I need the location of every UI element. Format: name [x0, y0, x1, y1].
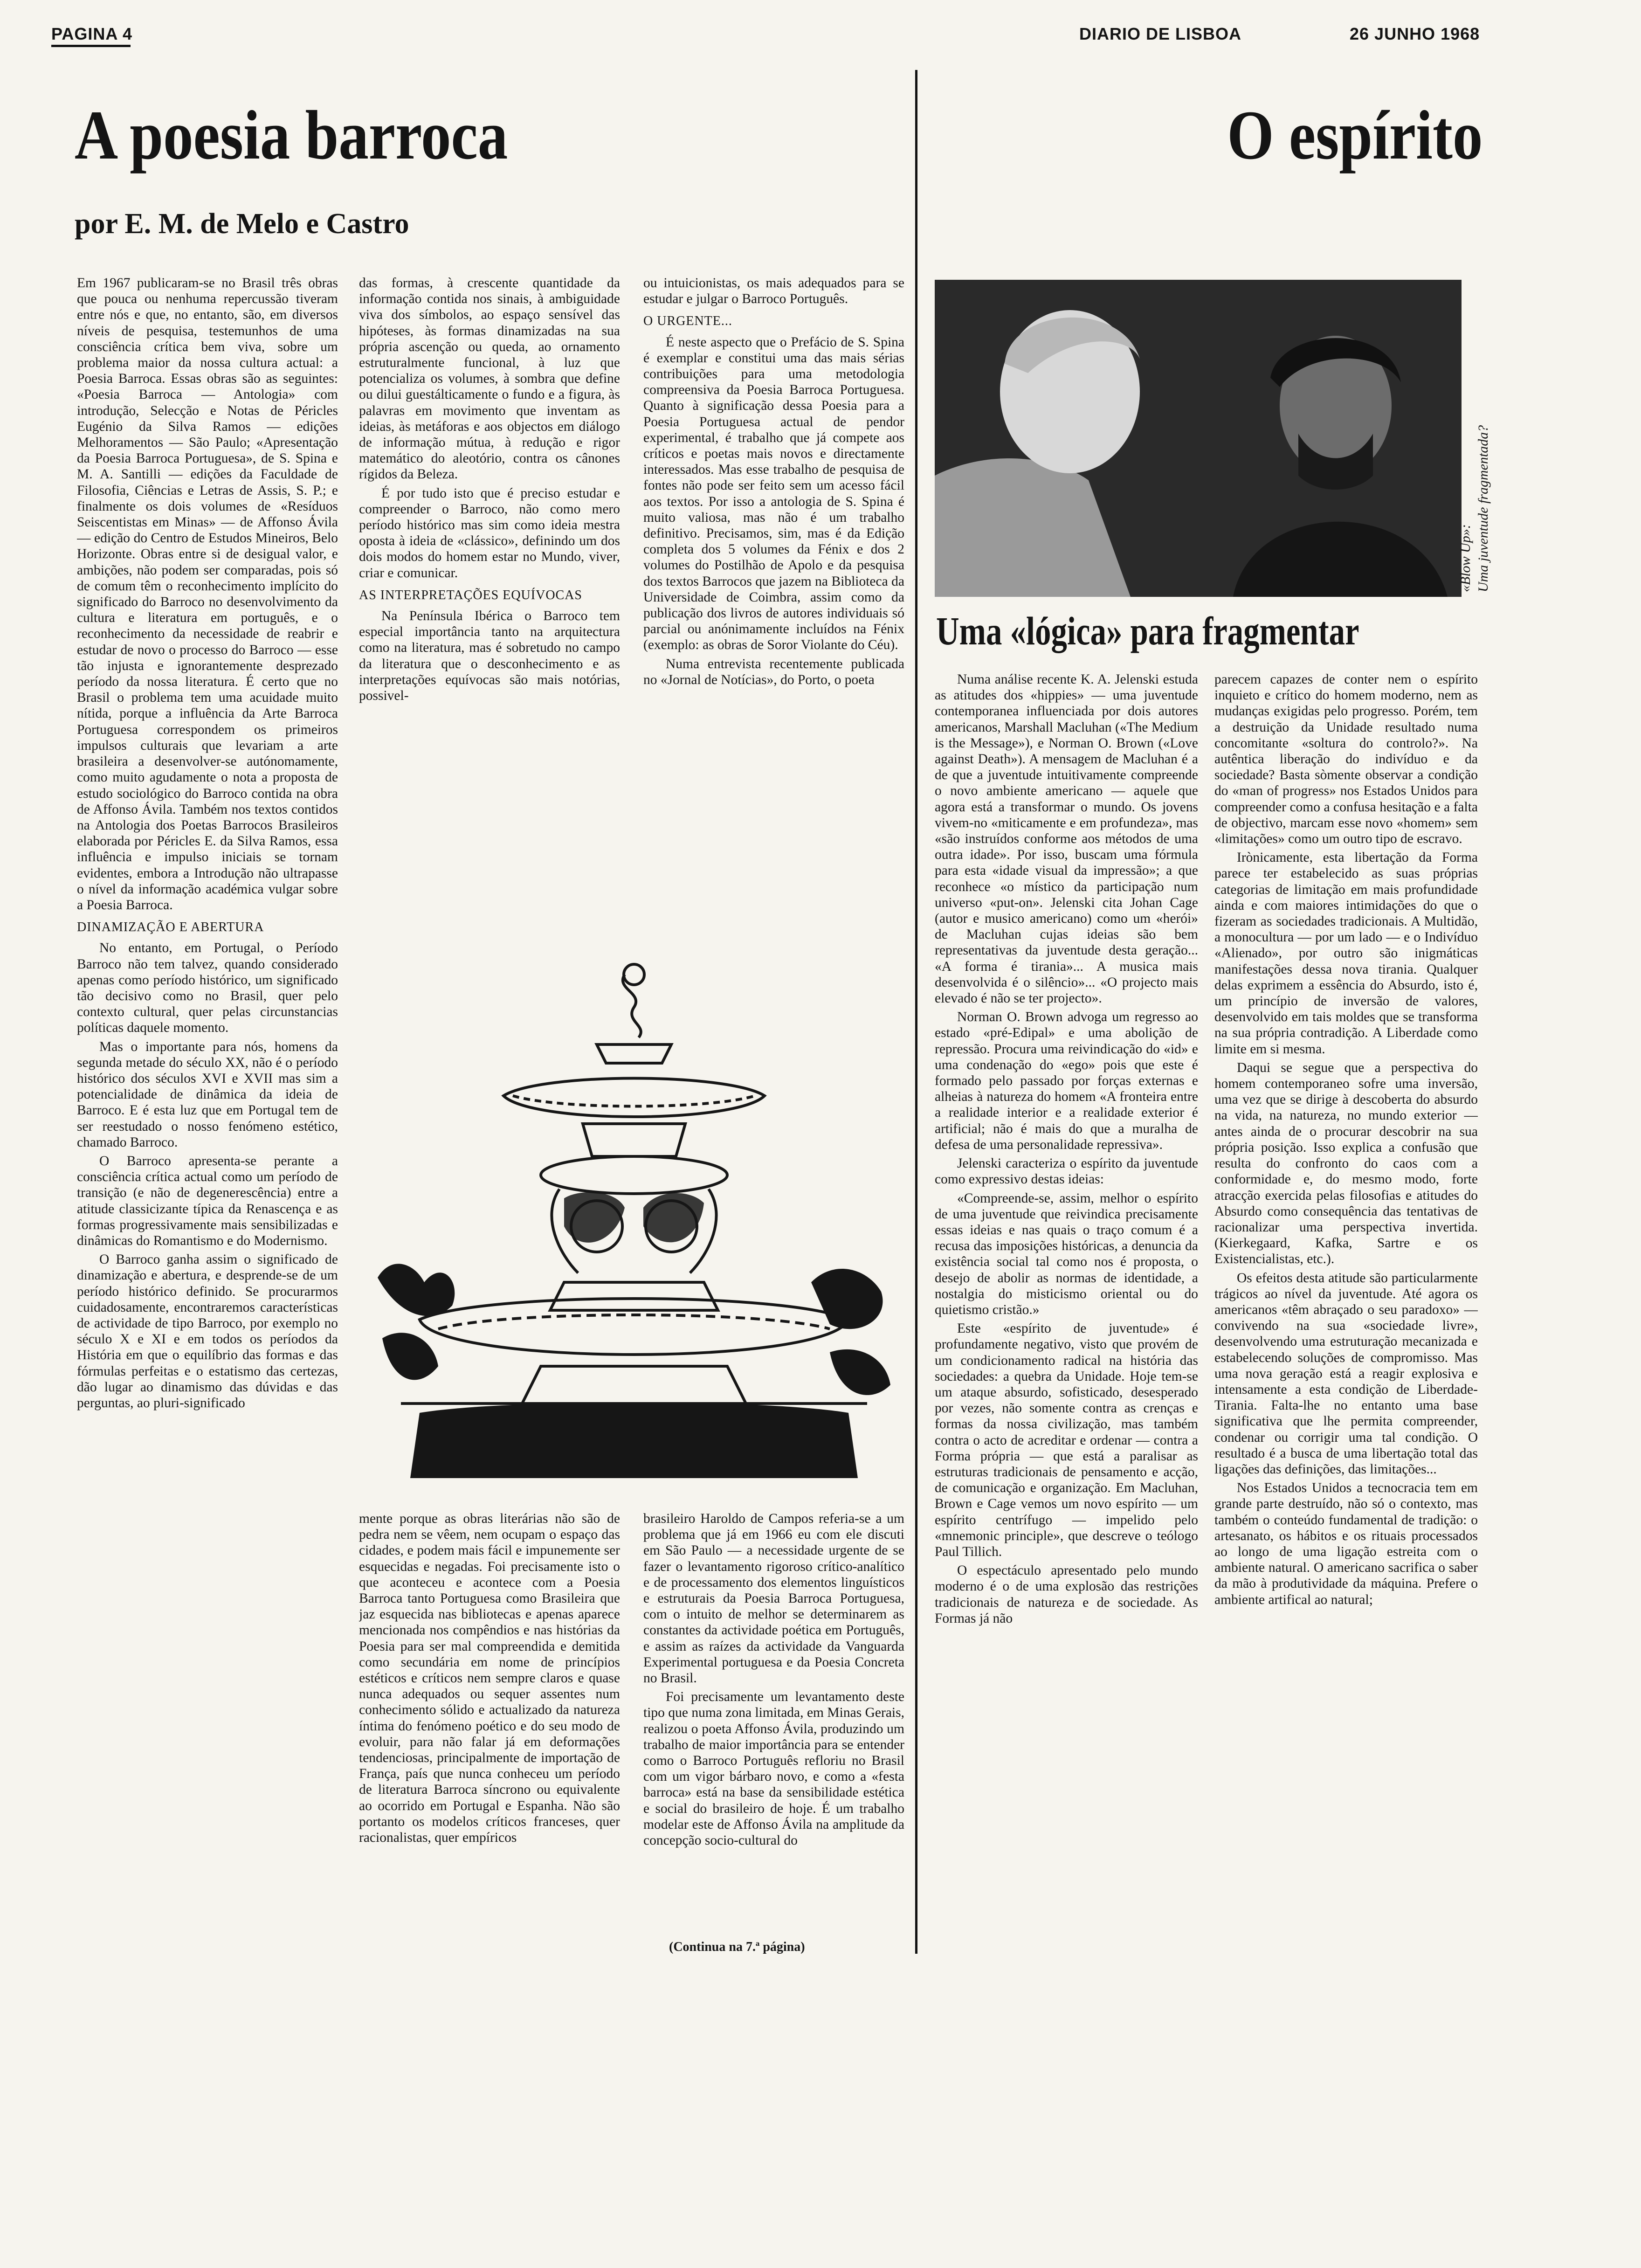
paragraph: Daqui se segue que a perspectiva do homem contemporaneo sofre uma inversão, uma vez que se dirige à descoberta do absurdo na vida, na natureza, no mundo exterior — antes ainda de o procurar descobrir na sua própria posição. Isso explica a confusão que resulta do confronto do caos com a conformidade e, do mesmo modo, forte atracção exercida pelas filosofias e atitudes do Absurdo como consequência das tentativas de racionalizar uma perspectiva invertida. (Kierkegaard, Kafka, Sartre e os Existencialistas, etc.). [1214, 1060, 1478, 1267]
paragraph: O Barroco ganha assim o significado de dinamização e abertura, e desprende-se de um período histórico definido. Se procurarmos cuidadosamente, encontraremos características de actividade de tipo Barroco, por exemplo no século X e XI e em todos os períodos da História em que o equilíbrio das formas e das fórmulas perfeitas e o estatismo das certezas, dão lugar ao dinamismo das dúvidas e das perguntas, ao pluri-significado [77, 1252, 338, 1411]
section-heading: O URGENTE... [643, 314, 732, 329]
page-number: PAGINA 4 [51, 24, 133, 43]
paragraph: No entanto, em Portugal, o Período Barroco não tem talvez, quando considerado apenas como período histórico, um significado tão decisivo como no Brasil, quer pelo contexto cultural, quer pelas circunstancias políticas daquele momento. [77, 940, 338, 1036]
paragraph: Numa análise recente K. A. Jelenski estuda as atitudes dos «hippies» — uma juventude contemporanea influenciada por dois autores americanos, Marshall Macluhan («The Medium is the Message»), e Norman O. Brown («Love against Death»). A mensagem de Macluhan é a de que a juventude intuitivamente compreende o novo ambiente americano — aquele que agora está a transformar o mundo. Os jovens vivem-no «miticamente e em profundeza», mas «são instruídos conforme aos métodos de uma outra idade». Por isso, buscam uma fórmula para esta «idade visual da impressão»; a que reconhece «o místico da participação num universo «put-on». Jelenski cita Johan Cage (autor e musico americano) como um «herói» de Macluhan cujas ideias são bem representativas da juventude desta geração... «A forma é tirania»... A musica mais desenvolvida é o silêncio»... «O projecto mais elevado é não se ter projecto». [935, 672, 1198, 1006]
photo-caption-line-1: «Blow Up»: [1458, 524, 1473, 592]
newspaper-name: DIARIO DE LISBOA [1079, 24, 1242, 43]
left-article-column-3 [643, 275, 904, 951]
paragraph: brasileiro Haroldo de Campos referia-se a um problema que já em 1966 eu com ele discuti em São Paulo — a necessidade urgente de se fazer o levantamento rigoroso crítico-analítico e de processamento dos elementos linguísticos e estruturais da Poesia Barroca Portuguesa, com o intuito de melhor se determinarem as constantes da actividade poética em Português, e assim as raízes da actividade da Vanguarda Experimental portuguesa e da Poesia Concreta no Brasil. [643, 1511, 904, 1686]
paragraph: Numa entrevista recentemente publicada no «Jornal de Notícias», do Porto, o poeta [643, 656, 904, 687]
paragraph: O Barroco apresenta-se perante a consciência crítica actual como um período de transição (e não de degenerescência) entre a atitude classicizante típica da Renascença e as formas progressivamente mais sensibilizadas e dinâmicas do Romantismo e do Modernismo. [77, 1153, 338, 1248]
paragraph: Em 1967 publicaram-se no Brasil três obras que pouca ou nenhuma repercussão tiveram entre nós e que, no entanto, são, em diversos níveis de pesquisa, testemunhos de uma consciência crítica bem viva, sobre um problema maior da nossa cultura actual: a Poesia Barroca. Essas obras são as seguintes: «Poesia Barroca — Antologia» com introdução, Selecção e Notas de Péricles Eugénio da Silva Ramos — edições Melhoramentos — São Paulo; «Apresentação da Poesia Barroca Portuguesa», de S. Spina e M. A. Santilli — edições da Faculdade de Filosofia, Ciências e Letras de Assis, S. P.; e finalmente os dois volumes de «Resíduos Seiscentistas em Minas» — de Affonso Ávila — edição do Centro de Estudos Mineiros, Belo Horizonte. Obras entre si de desigual valor, e ambições, não podem ser comparadas, pois só de comum têm o reconhecimento implícito do significado do Barroco no desenvolvimento da cultura e literatura em português, e o reconhecimento da necessidade de reabrir e estudar de novo o processo do Barroco — esse tão injusta e ignorantemente desprezado período da nossa literatura. É certo que no Brasil o problema tem uma acuidade muito nítida, porque a influência da Arte Barroca Portuguesa correspondem os primeiros impulsos culturais que levariam a arte brasileira a desenvolver-se autónomamente, como muito agudamente o nota a proposta de estudo sociológico do Barroco contida na obra de Affonso Ávila. Também nos textos contidos na Antologia dos Poetas Barrocos Brasileiros elaborada por Péricles E. da Silva Ramos, essa influência e impulso iniciais se tornam evidentes, embora a Introdução não ultrapasse o nível da informação académica vulgar sobre a Poesia Barroca. [77, 276, 338, 913]
left-article-column-2b [359, 1511, 620, 1958]
continued-note: (Continua na 7.ª página) [669, 1940, 805, 1954]
paragraph: Nos Estados Unidos a tecnocracia tem em grande parte destruído, não só o contexto, mas também o conteúdo fundamental de tradição: o artesanato, os hábitos e os rituais processados ao longo de uma ligação estreita com o ambiente natural. O americano sacrifica o saber da mão à produtividade da máquina. Prefere o ambiente artifical ao natural; [1214, 1480, 1478, 1607]
paragraph: Na Península Ibérica o Barroco tem especial importância tanto na arquitectura como na literatura, mas é sobretudo no campo da literatura que o desconhecimento e as interpretações equívocas são mais notórias, possivel- [359, 608, 620, 704]
right-article-title: O espírito [1227, 97, 1482, 174]
photo-caption [1457, 382, 1492, 592]
right-article-column-1 [935, 671, 1198, 1968]
paragraph: Norman O. Brown advoga um regresso ao estado «pré-Edipal» e uma abolição de repressão. Procura uma reivindicação do «id» e uma condenação do «ego» pois que este é formado pelo passado por forças externas e alheias à natureza do homem «A fronteira entre a realidade interior e a realidade exterior é artificial; não é mais do que a muralha de defesa de uma personalidade repressiva». [935, 1010, 1198, 1152]
photo-image [935, 280, 1462, 597]
section-heading: AS INTERPRETAÇÕES EQUÍVOCAS [359, 588, 583, 602]
paragraph: mente porque as obras literárias não são de pedra nem se vêem, nem ocupam o espaço das cidades, e podem mais fácil e impunemente ser esquecidas e negadas. Foi precisamente isto o que aconteceu e acontece com a Poesia Barroca tanto Portuguesa como Brasileira que jaz esquecida nas bibliotecas e apenas aparece mencionada nos compêndios e nas histórias da Poesia para ser mal compreendida e demitida como secundária em nome de princípios estéticos e críticos nem sempre claros e quase nunca adequados ou sequer assentes num conhecimento sólido e actualizado da natureza íntima do fenómeno poético e do seu modo de evoluir, para não falar já em deformações tendenciosas, principalmente de importação de França, país que nunca conheceu um período de literatura Barroca síncrono ou equivalente ao ocorrido em Portugal e Espanha. Não são portanto os modelos críticos franceses, quer racionalistas, quer empíricos [359, 1511, 620, 1846]
paragraph: Mas o importante para nós, homens da segunda metade do século XX, não é o período histórico dos séculos XVI e XVII mas sim a potencialidade de dinâmica da ideia de Barroco. E é esta luz que em Portugal tem de ser reestudado o nosso fenómeno estético, chamado Barroco. [77, 1039, 338, 1150]
paragraph: parecem capazes de conter nem o espírito inquieto e crítico do homem moderno, nem as mudanças exigidas pelo progresso. Porém, tem a destruição da Unidade resultado numa concomitante «soltura do controlo?». Na autêntica liberação do indivíduo e da sociedade? Basta sòmente observar a condição do «man of progress» nos Estados Unidos para compreender como a confusa hesitação e a falta de objectivo, marcam esse novo «homem» sem «limitações» como um outro tipo de escravo. [1214, 672, 1478, 847]
paragraph: «Compreende-se, assim, melhor o espírito de uma juventude que reivindica precisamente essas ideias e nas quais o traço comum é a recusa das imposições históricas, a denuncia da existência social tal como nos é proposta, o desejo de abolir as normas de identidade, a nostalgia do misticismo oriental ou do quietismo cristão.» [935, 1190, 1198, 1317]
left-article-column-3b [643, 1511, 904, 1930]
paragraph: Foi precisamente um levantamento deste tipo que numa zona limitada, em Minas Gerais, realizou o poeta Affonso Ávila, produzindo um trabalho de maior importância para se entender como o Barroco Português refloriu no Brasil com um vigor bárbaro novo, e como a «festa barroca» está na base da sensibilidade estética e social do brasileiro de hoje. É um trabalho modelar este de Affonso Ávila na amplitude da concepção socio-cultural do [643, 1689, 904, 1848]
paragraph: É por tudo isto que é preciso estudar e compreender o Barroco, não como mero período histórico mas sim como ideia mestra oposta à ideia de «clássico», definindo um dos dois modos do homem estar no Mundo, viver, criar e comunicar. [359, 485, 620, 581]
paragraph: ou intuicionistas, os mais adequados para se estudar e julgar o Barroco Português. [643, 276, 904, 307]
right-article-column-2 [1214, 671, 1478, 1968]
paragraph: Este «espírito de juventude» é profundamente negativo, visto que provém de um condicionamento radical na história das sociedades: a quebra da Unidade. Hoje tem-se um ataque absurdo, sofisticado, desesperado por vezes, não somente contra as crenças e formas da nossa civilização, mas também contra o acto de acreditar e ordenar — contra a Forma própria — que está a paralisar as estruturas tradicionais de pensamento e acção, de comunicação e organização. Em Macluhan, Brown e Cage vemos um novo espírito — um espírito centrífugo — impelido pelo «mnemonic principle», que descreve o teólogo Paul Tillich. [935, 1321, 1198, 1559]
paragraph: É neste aspecto que o Prefácio de S. Spina é exemplar e constitui uma das mais sérias contribuições para uma metodologia compreensiva da Poesia Barroca Portuguesa. Quanto à significação dessa Poesia para a Poesia Portuguesa actual de pendor experimental, é trabalho que já compete aos críticos e poetas mais novos e directamente interessados. Mas esse trabalho de pesquisa de fontes não pode ser feito sem um acesso fácil aos textos. Por isso a antologia de S. Spina é muito valiosa, mas não é um trabalho definitivo. Precisamos, sim, mas é da Edição completa dos 5 volumes da Fénix e dos 2 volumes do Postilhão de Apolo e da pesquisa dos textos Barrocos que jazem na Biblioteca da Universidade de Coimbra, assim como da publicação dos livros de autores individuais só parcial ou anónimamente incluídos na Fénix (exemplo: as obras de Soror Violante do Céu). [643, 334, 904, 653]
left-article-column-1 [77, 275, 338, 1963]
paragraph: Jelenski caracteriza o espírito da juventude como expressivo destas ideias: [935, 1156, 1198, 1187]
issue-date: 26 JUNHO 1968 [1350, 24, 1480, 43]
blow-up-photo [935, 280, 1462, 597]
article-divider [915, 70, 917, 1954]
left-article-byline: por E. M. de Melo e Castro [75, 208, 409, 240]
paragraph: Irònicamente, esta libertação da Forma parece ter estabelecido as suas próprias categorias de limitação em mais profundidade ainda e com maiores intimidações do que o fizeram as sociedades tradicionais. A Multidão, a monocultura — por um lado — e o Indivíduo «Alienado», por outro são inigmáticas manifestações dessa nova tirania. Qualquer delas exprimem a essência do Absurdo, isto é, um princípio de inversão de valores, desenvolvido em tais moldes que se transforma na sua própria contradição. A Liberdade como limite em si mesma. [1214, 850, 1478, 1057]
paragraph: Os efeitos desta atitude são particularmente trágicos ao nível da juventude. Até agora os americanos «têm abraçado o seu paradoxo» — convivendo na sua «sociedade livre», desenvolvendo uma estruturação mecanizada e estabelecendo soluções de compromisso. Mas uma nova geração está a reagir explosiva e intensamente a esta condição de Liberdade-Tirania. Falta-lhe no entanto uma base significativa que lhe permita compreender, condenar ou corrigir uma tal condição. O resultado é a busca de uma libertação total das ligações das definições, das limitações... [1214, 1270, 1478, 1477]
paragraph: das formas, à crescente quantidade da informação contida nos sinais, à ambiguidade viva dos símbolos, ao espaço sensível das hipóteses, às formas dinamizadas na sua própria ascenção ou queda, ao ornamento estruturalmente funcional, à luz que potencializa os volumes, à sombra que define ou dilui guestálticamente o fundo e a figura, às palavras em movimento que inventam as ideias, às metáforas e aos objectos em diálogo de informação mútua, à redução e rigor matemático do aleotório, contra os cânones rígidos da Beleza. [359, 276, 620, 482]
header-underline [51, 45, 131, 47]
left-article-title: A poesia barroca [75, 97, 508, 174]
left-article-column-2 [359, 275, 620, 951]
right-article-subtitle: Uma «lógica» para fragmentar [936, 608, 1359, 653]
paragraph: O espectáculo apresentado pelo mundo moderno é o de uma explosão das restrições tradicionais de natureza e de sociedade. As Formas já não [935, 1563, 1198, 1626]
photo-caption-line-2: Uma juventude fragmentada? [1476, 425, 1491, 592]
baroque-fountain-illustration [364, 956, 904, 1483]
section-heading: DINAMIZAÇÃO E ABERTURA [77, 920, 264, 935]
